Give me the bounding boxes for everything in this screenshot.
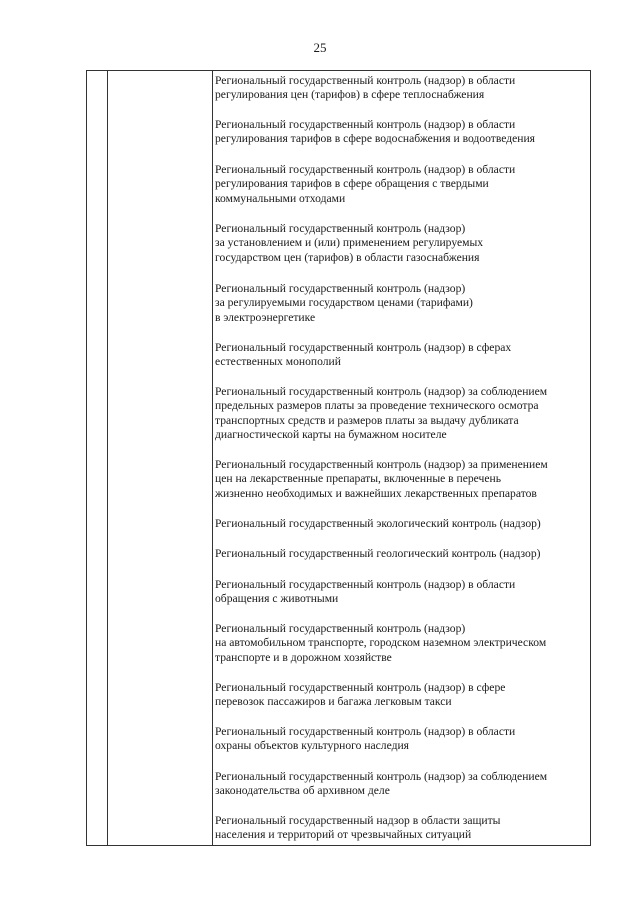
row-text-line: регулирования тарифов в сфере водоснабжения и водоотведения <box>215 132 536 146</box>
row-text-line: на автомобильном транспорте, городском наземном электрическом <box>215 636 547 650</box>
row-text-line: Региональный государственный контроль (надзор) в области <box>215 725 516 738</box>
row-text-line: диагностической карты на бумажном носителе <box>215 428 447 442</box>
table-row <box>215 770 547 799</box>
row-text-line: в электроэнергетике <box>215 310 316 324</box>
row-text-line: регулирования цен (тарифов) в сфере теплоснабжения <box>215 88 485 102</box>
row-text-line: транспорте и в дорожном хозяйстве <box>215 650 392 664</box>
row-text-line: Региональный государственный контроль (надзор) в области <box>215 163 516 176</box>
row-text-line: Региональный государственный контроль (надзор) в сферах <box>215 341 512 354</box>
table-row <box>215 341 511 370</box>
row-text-line: законодательства об архивном деле <box>215 784 390 798</box>
row-text-line: Региональный государственный надзор в области защиты <box>215 814 501 827</box>
table-row <box>215 118 535 147</box>
row-text-line: обращения с животными <box>215 592 339 606</box>
table-row <box>215 517 541 531</box>
row-text-line: жизненно необходимых и важнейших лекарственных препаратов <box>215 486 537 500</box>
row-text-line: цен на лекарственные препараты, включенные в перечень <box>215 472 502 486</box>
row-text-line: Региональный государственный контроль (надзор) <box>215 282 466 295</box>
row-text-line: Региональный государственный контроль (надзор) <box>215 622 466 635</box>
row-text-line: предельных размеров платы за проведение технического осмотра <box>215 399 539 413</box>
row-text-line: Региональный государственный контроль (надзор) в области <box>215 74 516 87</box>
row-text-line: Региональный государственный экологический контроль (надзор) <box>215 517 541 530</box>
table-row <box>215 385 547 443</box>
row-text-line: государством цен (тарифов) в области газоснабжения <box>215 250 480 264</box>
table-row <box>215 681 505 710</box>
table-row <box>215 74 515 103</box>
row-text-line: Региональный государственный контроль (надзор) <box>215 222 466 235</box>
column-divider-2 <box>212 71 213 845</box>
table-row <box>215 222 483 265</box>
control-types-table <box>86 70 591 846</box>
table-row <box>215 163 515 206</box>
row-text-line: транспортных средств и размеров платы за выдачу дубликата <box>215 413 519 427</box>
row-text-line: Региональный государственный контроль (надзор) в области <box>215 118 516 131</box>
row-text-line: Региональный государственный контроль (надзор) в области <box>215 578 516 591</box>
row-text-line: коммунальными отходами <box>215 191 346 205</box>
column-divider-1 <box>107 71 108 845</box>
row-text-line: Региональный государственный контроль (надзор) за применением <box>215 458 548 471</box>
row-text-line: Региональный государственный контроль (надзор) за соблюдением <box>215 385 548 398</box>
table-row <box>215 814 500 843</box>
row-text-line: перевозок пассажиров и багажа легковым такси <box>215 695 452 709</box>
table-row <box>215 547 541 561</box>
row-text-line: регулирования тарифов в сфере обращения с твердыми <box>215 177 489 191</box>
row-text-line: Региональный государственный геологический контроль (надзор) <box>215 547 541 560</box>
table-row <box>215 725 515 754</box>
row-text-line: Региональный государственный контроль (надзор) за соблюдением <box>215 770 548 783</box>
table-row <box>215 458 548 501</box>
row-text-line: Региональный государственный контроль (надзор) в сфере <box>215 681 506 694</box>
row-text-line: населения и территорий от чрезвычайных ситуаций <box>215 828 472 842</box>
table-row <box>215 622 546 665</box>
table-row <box>215 282 473 325</box>
row-text-line: за установлением и (или) применением регулируемых <box>215 236 484 250</box>
row-text-line: естественных монополий <box>215 355 341 369</box>
row-text-line: охраны объектов культурного наследия <box>215 739 410 753</box>
row-text-line: за регулируемыми государством ценами (тарифами) <box>215 296 473 310</box>
table-row <box>215 578 515 607</box>
page-number: 25 <box>313 40 327 55</box>
